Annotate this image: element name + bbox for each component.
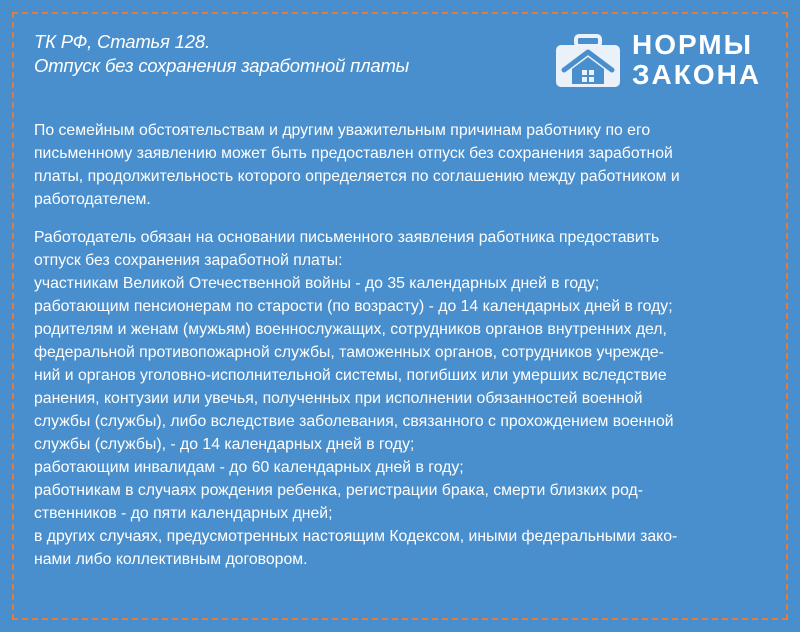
logo-text: [632, 30, 761, 90]
paragraph-1: [34, 119, 774, 211]
article-body: [34, 119, 774, 571]
article-title: Отпуск без сохранения заработной платы: [34, 55, 410, 76]
list-item: нами либо коллективным договором.: [34, 551, 308, 568]
paragraph-2: [34, 226, 774, 571]
text-line: Работодатель обязан на основании письменного заявления работника предоставить: [34, 229, 660, 246]
article-number: ТК РФ, Статья 128.: [34, 31, 210, 52]
list-item: работающим инвалидам - до 60 календарных дней в году;: [34, 459, 464, 476]
briefcase-house-icon: [554, 34, 622, 90]
list-item: службы (службы), либо вследствие заболевания, связанного с прохождением военной: [34, 413, 674, 430]
list-item: ственников - до пяти календарных дней;: [34, 505, 333, 522]
list-item: работающим пенсионерам по старости (по возрасту) - до 14 календарных дней в году;: [34, 298, 673, 315]
list-item: в других случаях, предусмотренных настоящим Кодексом, иными федеральными зако-: [34, 528, 678, 545]
text-line: работодателем.: [34, 191, 151, 208]
list-item: федеральной противопожарной службы, таможенных органов, сотрудников учрежде-: [34, 344, 664, 361]
logo-line1: НОРМЫ: [632, 29, 754, 60]
text-line: По семейным обстоятельствам и другим уважительным причинам работнику по его: [34, 122, 651, 139]
list-item: ний и органов уголовно-исполнительной системы, погибших или умерших вследствие: [34, 367, 667, 384]
text-line: письменному заявлению может быть предоставлен отпуск без сохранения заработной: [34, 145, 673, 162]
list-item: работникам в случаях рождения ребенка, регистрации брака, смерти близких род-: [34, 482, 643, 499]
list-item: службы (службы), - до 14 календарных дней в году;: [34, 436, 415, 453]
list-item: ранения, контузии или увечья, полученных при исполнении обязанностей военной: [34, 390, 643, 407]
logo-line2: ЗАКОНА: [632, 59, 762, 90]
text-line: платы, продолжительность которого определяется по соглашению между работником и: [34, 168, 680, 185]
text-line: отпуск без сохранения заработной платы:: [34, 252, 343, 269]
article-header: [34, 30, 409, 78]
list-item: участникам Великой Отечественной войны - до 35 календарных дней в году;: [34, 275, 600, 292]
list-item: родителям и женам (мужьям) военнослужащих, сотрудников органов внутренних дел,: [34, 321, 667, 338]
logo: [554, 30, 772, 92]
